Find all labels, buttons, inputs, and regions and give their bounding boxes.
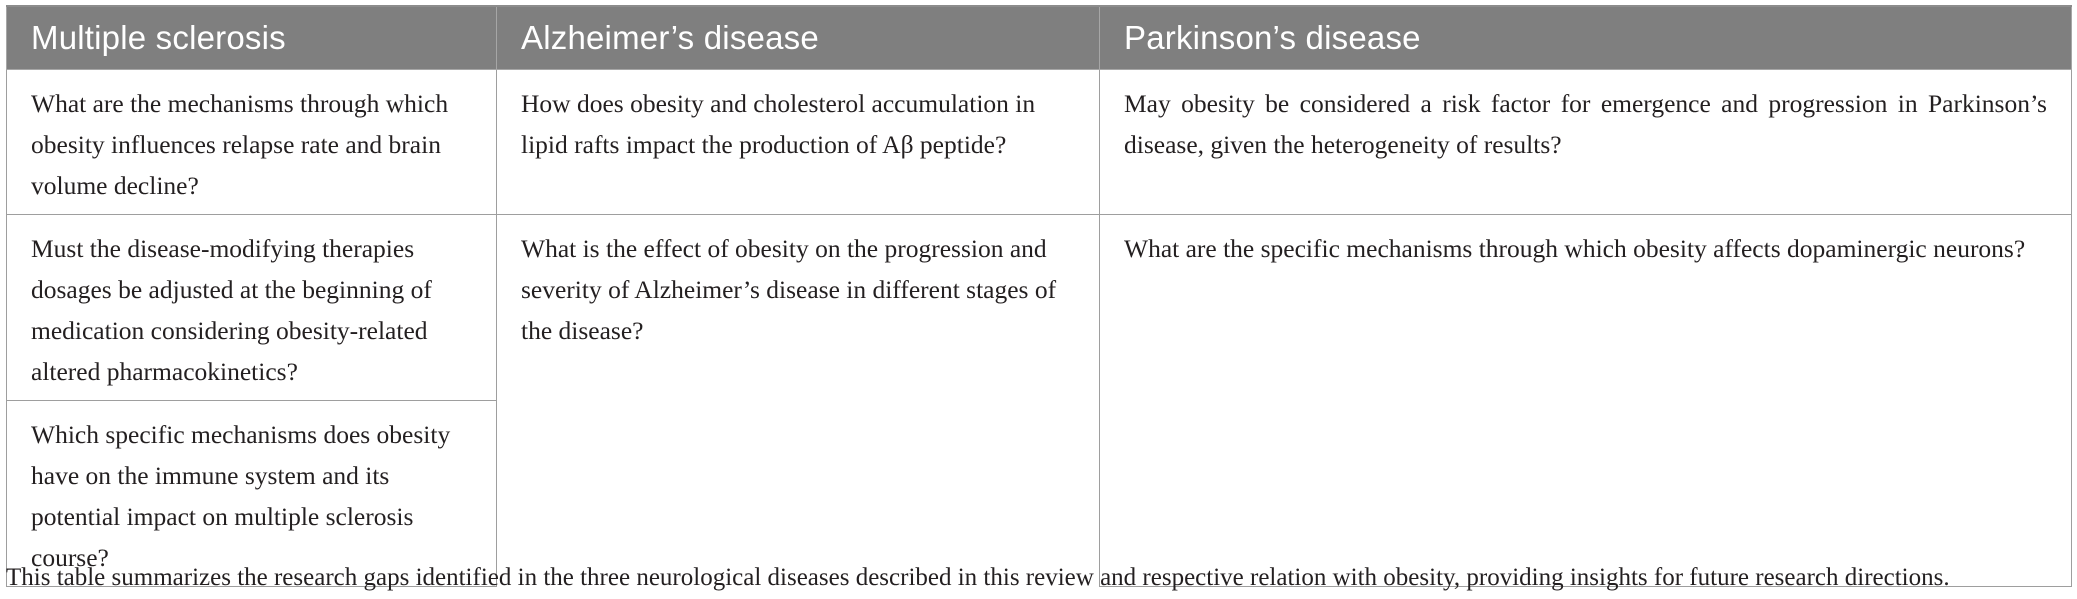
research-gaps-table [6,5,2072,587]
cell-ms-question-1: What are the mechanisms through which obesity influences relapse rate and brain volume decline? [7,70,497,215]
table-row [7,215,2072,401]
cell-pd-empty [1100,401,2072,587]
header-multiple-sclerosis: Multiple sclerosis [7,6,497,70]
table-caption: This table summarizes the research gaps identified in the three neurological diseases described in this review and respective relation with obesity, providing insights for future research directions. [6,564,1950,591]
cell-ad-question-1: How does obesity and cholesterol accumulation in lipid rafts impact the production of Aβ peptide? [497,70,1100,215]
cell-ad-question-2: What is the effect of obesity on the progression and severity of Alzheimer’s disease in different stages of the disease? [497,215,1100,587]
cell-pd-question-2: What are the specific mechanisms through which obesity affects dopaminergic neurons? [1100,215,2072,401]
header-parkinsons-disease: Parkinson’s disease [1100,6,2072,70]
header-alzheimers-disease: Alzheimer’s disease [497,6,1100,70]
table-row [7,70,2072,215]
table-header-row [7,6,2072,70]
cell-pd-question-1: May obesity be considered a risk factor for emergence and progression in Parkinson’s disease, given the heterogeneity of results? [1100,70,2072,215]
cell-ms-question-3: Which specific mechanisms does obesity have on the immune system and its potential impact on multiple sclerosis course? [7,401,497,587]
research-gaps-table-container [6,5,2071,587]
cell-ms-question-2: Must the disease-modifying therapies dosages be adjusted at the beginning of medication considering obesity-related altered pharmacokinetics? [7,215,497,401]
